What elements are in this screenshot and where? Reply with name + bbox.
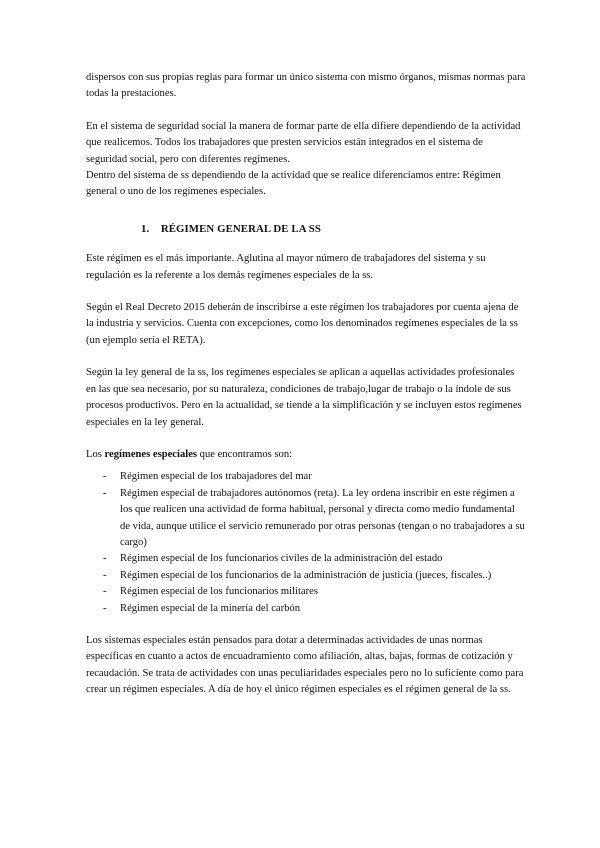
bullet-dash: - [103, 553, 107, 565]
paragraph-real-decreto: Según el Real Decreto 2015 deberán de inscribirse a este régimen los trabajadores por cuenta ajena de la industria y servicios. Cuenta con excepciones, como los denominados regímenes especiales de la ss (un ejemplo sería el RETA). [86, 302, 519, 346]
list-item [86, 486, 526, 552]
list-item [86, 551, 526, 567]
list-item-text: Régimen especial de la minería del carbón [120, 602, 301, 614]
special-regimes-list [86, 469, 526, 617]
list-item [86, 568, 526, 584]
paragraph-ss-system: En el sistema de seguridad social la manera de formar parte de ella difiere dependiendo de la actividad que realicemos. Todos los trabajadores que presten servicios están integrados en el sistema de seguridad social, pero con diferentes regímenes. [86, 120, 521, 165]
paragraph-ley-general: Según la ley general de la ss, los regímenes especiales se aplican a aquellas actividades profesionales en las que sea necesario, por su naturaleza, condiciones de trabajo,lugar de trabajo o la índole de sus procesos productivos. Pero en la actualidad, se tiende a la simplificación y se incluyen estos regímenes especiales en la ley general. [86, 367, 522, 428]
document-body [86, 70, 526, 699]
special-regimes-intro-prefix: Los [86, 448, 105, 460]
paragraph-intro-continuation: dispersos con sus propias reglas para formar un único sistema con mismo órganos, mismas normas para todas la prestaciones. [86, 72, 526, 100]
list-item-text: Régimen especial de trabajadores autónomos (reta). La ley ordena inscribir en este régimen a los que realicen una actividad de forma habitual, personal y directa como medio fundamental de vida, aunque utilice el servicio remunerado por otras personas (tengan o no trabajadores a su cargo) [120, 487, 525, 548]
paragraph-special-systems: Los sistemas especiales están pensados para dotar a determinadas actividades de unas normas específicas en cuanto a actos de encuadramiento como afiliación, altas, bajas, formas de cotización y recaudación. Se trata de actividades con unas peculiaridades especiales pero no lo suficiente como para crear un régimen especiales. A día de hoy el único régimen especiales es el régimen general de la ss. [86, 634, 524, 696]
list-item-text: Régimen especial de los funcionarios militares [120, 586, 318, 598]
list-item-text: Régimen especial de los funcionarios de la administración de justicia (jueces, fiscales..) [120, 569, 492, 581]
list-item [86, 584, 526, 600]
bullet-dash: - [103, 586, 107, 598]
paragraph-special-regimes-intro [86, 447, 526, 463]
paragraph-general-regime: Este régimen es el más importante. Aglutina al mayor número de trabajadores del sistema y su regulación es la referente a los demás regímenes especiales de la ss. [86, 253, 486, 281]
section-heading [86, 221, 526, 237]
bullet-dash: - [103, 602, 107, 614]
bullet-dash: - [103, 471, 107, 483]
list-item-text: Régimen especial de los trabajadores del mar [120, 471, 312, 483]
paragraph-ss-differentiation: Dentro del sistema de ss dependiendo de la actividad que se realice diferenciamos entre: Régimen general o uno de los regímenes especiales. [86, 170, 501, 198]
section-heading-number: 1. [141, 222, 150, 235]
special-regimes-intro-suffix: que encontramos son: [197, 448, 293, 460]
section-heading-title: RÉGIMEN GENERAL DE LA SS [160, 222, 322, 235]
bullet-dash: - [103, 487, 107, 499]
list-item-text: Régimen especial de los funcionarios civiles de la administración del estado [120, 553, 443, 565]
bullet-dash: - [103, 569, 107, 581]
list-item [86, 469, 526, 485]
special-regimes-bold-term: regímenes especiales [104, 448, 198, 460]
list-item [86, 601, 526, 617]
